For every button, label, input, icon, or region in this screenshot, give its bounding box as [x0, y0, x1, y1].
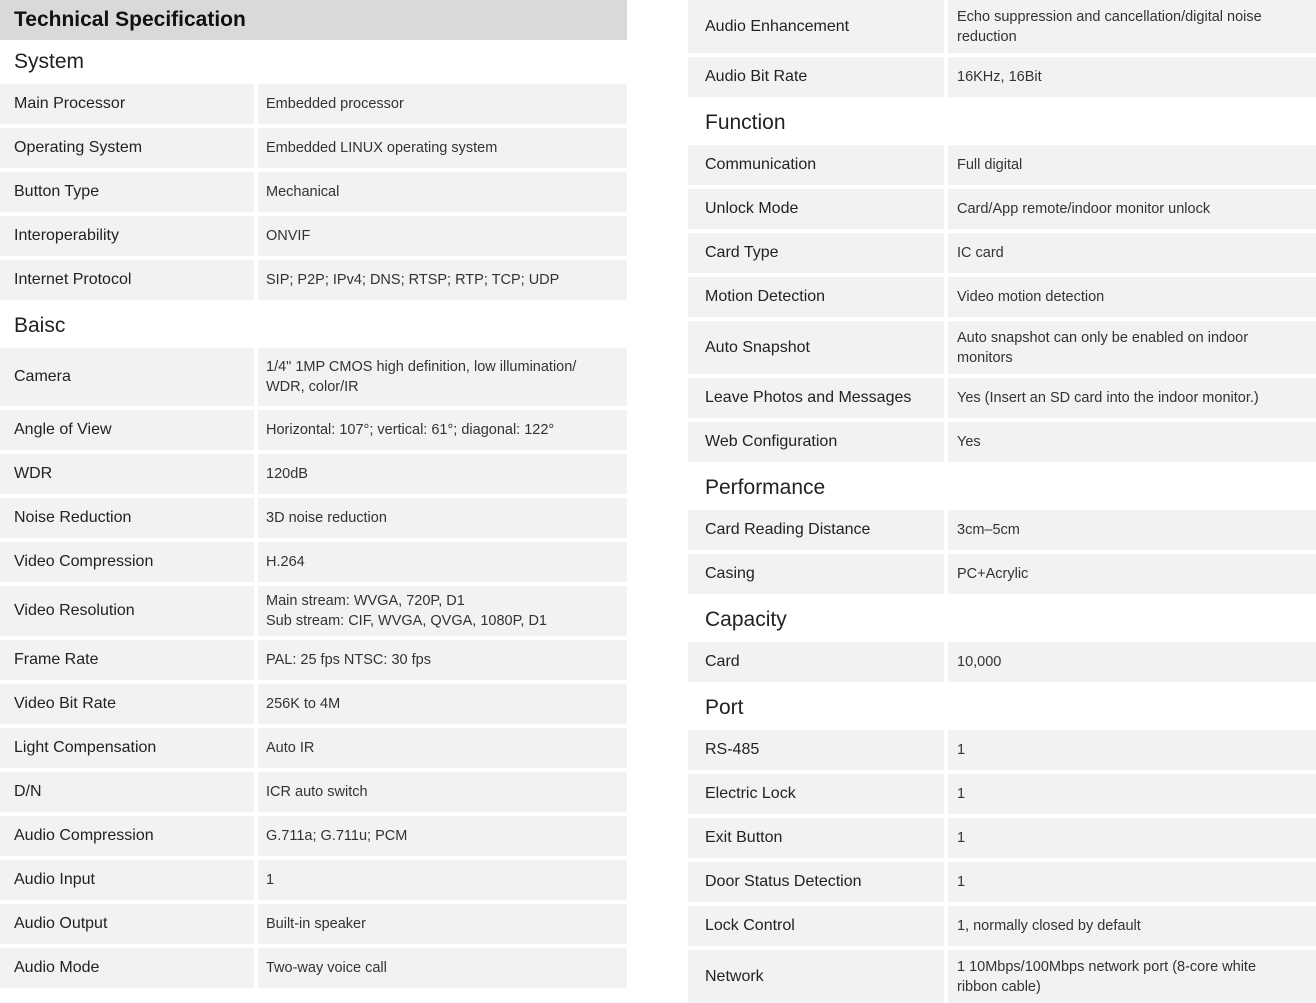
spec-row [688, 774, 1316, 814]
spec-label: Audio Output [0, 904, 254, 944]
spec-label: Lock Control [688, 906, 944, 946]
spec-row [0, 172, 627, 212]
spec-label: Audio Compression [0, 816, 254, 856]
spec-row [688, 277, 1316, 317]
spec-label: Motion Detection [688, 277, 944, 317]
spec-row [0, 728, 627, 768]
spec-label: Auto Snapshot [688, 321, 944, 374]
spec-value: ICR auto switch [258, 772, 627, 812]
spec-label: Leave Photos and Messages [688, 378, 944, 418]
section-heading-capacity: Capacity [688, 598, 1316, 642]
spec-row [688, 189, 1316, 229]
spec-label: Interoperability [0, 216, 254, 256]
spec-label: Angle of View [0, 410, 254, 450]
spec-label: Video Compression [0, 542, 254, 582]
spec-row [688, 906, 1316, 946]
spec-row [0, 498, 627, 538]
spec-label: Communication [688, 145, 944, 185]
spec-row [0, 84, 627, 124]
spec-value: Horizontal: 107°; vertical: 61°; diagonal: 122° [258, 410, 627, 450]
spec-value: 1/4" 1MP CMOS high definition, low illumination/ WDR, color/IR [258, 348, 627, 406]
spec-row [0, 816, 627, 856]
spec-row [688, 950, 1316, 1003]
spec-row [0, 684, 627, 724]
section-heading-basic: Baisc [0, 304, 627, 348]
spec-label: Operating System [0, 128, 254, 168]
spec-value: Auto snapshot can only be enabled on indoor monitors [948, 321, 1316, 374]
spec-label: Frame Rate [0, 640, 254, 680]
spec-label: Noise Reduction [0, 498, 254, 538]
spec-value: ONVIF [258, 216, 627, 256]
spec-value: Card/App remote/indoor monitor unlock [948, 189, 1316, 229]
spec-value: G.711a; G.711u; PCM [258, 816, 627, 856]
spec-label: Electric Lock [688, 774, 944, 814]
spec-value: SIP; P2P; IPv4; DNS; RTSP; RTP; TCP; UDP [258, 260, 627, 300]
spec-row [0, 640, 627, 680]
spec-row [688, 642, 1316, 682]
spec-row [688, 378, 1316, 418]
spec-row [688, 818, 1316, 858]
spec-label: Internet Protocol [0, 260, 254, 300]
spec-value: Video motion detection [948, 277, 1316, 317]
spec-value: 3D noise reduction [258, 498, 627, 538]
spec-row [688, 321, 1316, 374]
spec-value: 120dB [258, 454, 627, 494]
spec-value: Main stream: WVGA, 720P, D1 Sub stream: CIF, WVGA, QVGA, 1080P, D1 [258, 586, 627, 636]
spec-row [0, 260, 627, 300]
spec-label: Camera [0, 348, 254, 406]
spec-label: Card Reading Distance [688, 510, 944, 550]
spec-label: RS-485 [688, 730, 944, 770]
spec-value: 1 [948, 774, 1316, 814]
spec-value: 256K to 4M [258, 684, 627, 724]
spec-row [0, 542, 627, 582]
spec-value: Two-way voice call [258, 948, 627, 988]
spec-label: Card [688, 642, 944, 682]
spec-value: Yes [948, 422, 1316, 462]
spec-row [688, 422, 1316, 462]
spec-value: PAL: 25 fps NTSC: 30 fps [258, 640, 627, 680]
spec-value: 1 [948, 862, 1316, 902]
spec-label: Exit Button [688, 818, 944, 858]
spec-row [0, 348, 627, 406]
section-heading-function: Function [688, 101, 1316, 145]
spec-label: Audio Mode [0, 948, 254, 988]
spec-row [688, 554, 1316, 594]
section-heading-port: Port [688, 686, 1316, 730]
spec-value: Echo suppression and cancellation/digital noise reduction [948, 0, 1316, 53]
spec-label: Main Processor [0, 84, 254, 124]
spec-value: 3cm–5cm [948, 510, 1316, 550]
spec-value: Yes (Insert an SD card into the indoor monitor.) [948, 378, 1316, 418]
spec-value: 1, normally closed by default [948, 906, 1316, 946]
spec-label: Light Compensation [0, 728, 254, 768]
spec-label: Casing [688, 554, 944, 594]
spec-label: Web Configuration [688, 422, 944, 462]
spec-value: Mechanical [258, 172, 627, 212]
spec-row [688, 57, 1316, 97]
section-heading-performance: Performance [688, 466, 1316, 510]
spec-value: 1 [948, 818, 1316, 858]
spec-label: Network [688, 950, 944, 1003]
spec-row [0, 860, 627, 900]
spec-value: 1 [258, 860, 627, 900]
spec-row [0, 772, 627, 812]
spec-value: 10,000 [948, 642, 1316, 682]
spec-label: Video Resolution [0, 586, 254, 636]
spec-value: PC+Acrylic [948, 554, 1316, 594]
spec-value: 1 10Mbps/100Mbps network port (8-core white ribbon cable) [948, 950, 1316, 1003]
spec-value: H.264 [258, 542, 627, 582]
spec-value: 1 [948, 730, 1316, 770]
spec-value: 16KHz, 16Bit [948, 57, 1316, 97]
spec-row [688, 145, 1316, 185]
spec-value: Auto IR [258, 728, 627, 768]
spec-row [0, 586, 627, 636]
spec-row [0, 410, 627, 450]
spec-table-right [688, 0, 1316, 1003]
spec-row [0, 904, 627, 944]
spec-row [0, 948, 627, 988]
spec-label: Audio Enhancement [688, 0, 944, 53]
spec-label: D/N [0, 772, 254, 812]
spec-value: Embedded LINUX operating system [258, 128, 627, 168]
spec-label: Unlock Mode [688, 189, 944, 229]
spec-row [688, 730, 1316, 770]
spec-label: Card Type [688, 233, 944, 273]
spec-label: Audio Input [0, 860, 254, 900]
spec-label: WDR [0, 454, 254, 494]
spec-label: Button Type [0, 172, 254, 212]
spec-value: Full digital [948, 145, 1316, 185]
spec-row [688, 862, 1316, 902]
spec-row [0, 216, 627, 256]
spec-row [688, 0, 1316, 53]
spec-row [0, 454, 627, 494]
spec-value: Embedded processor [258, 84, 627, 124]
spec-table-left [0, 0, 627, 992]
spec-label: Door Status Detection [688, 862, 944, 902]
spec-value: IC card [948, 233, 1316, 273]
section-heading-system: System [0, 40, 627, 84]
spec-row [688, 233, 1316, 273]
spec-row [0, 128, 627, 168]
spec-row [688, 510, 1316, 550]
spec-label: Video Bit Rate [0, 684, 254, 724]
page-title: Technical Specification [0, 0, 627, 40]
spec-label: Audio Bit Rate [688, 57, 944, 97]
spec-value: Built-in speaker [258, 904, 627, 944]
